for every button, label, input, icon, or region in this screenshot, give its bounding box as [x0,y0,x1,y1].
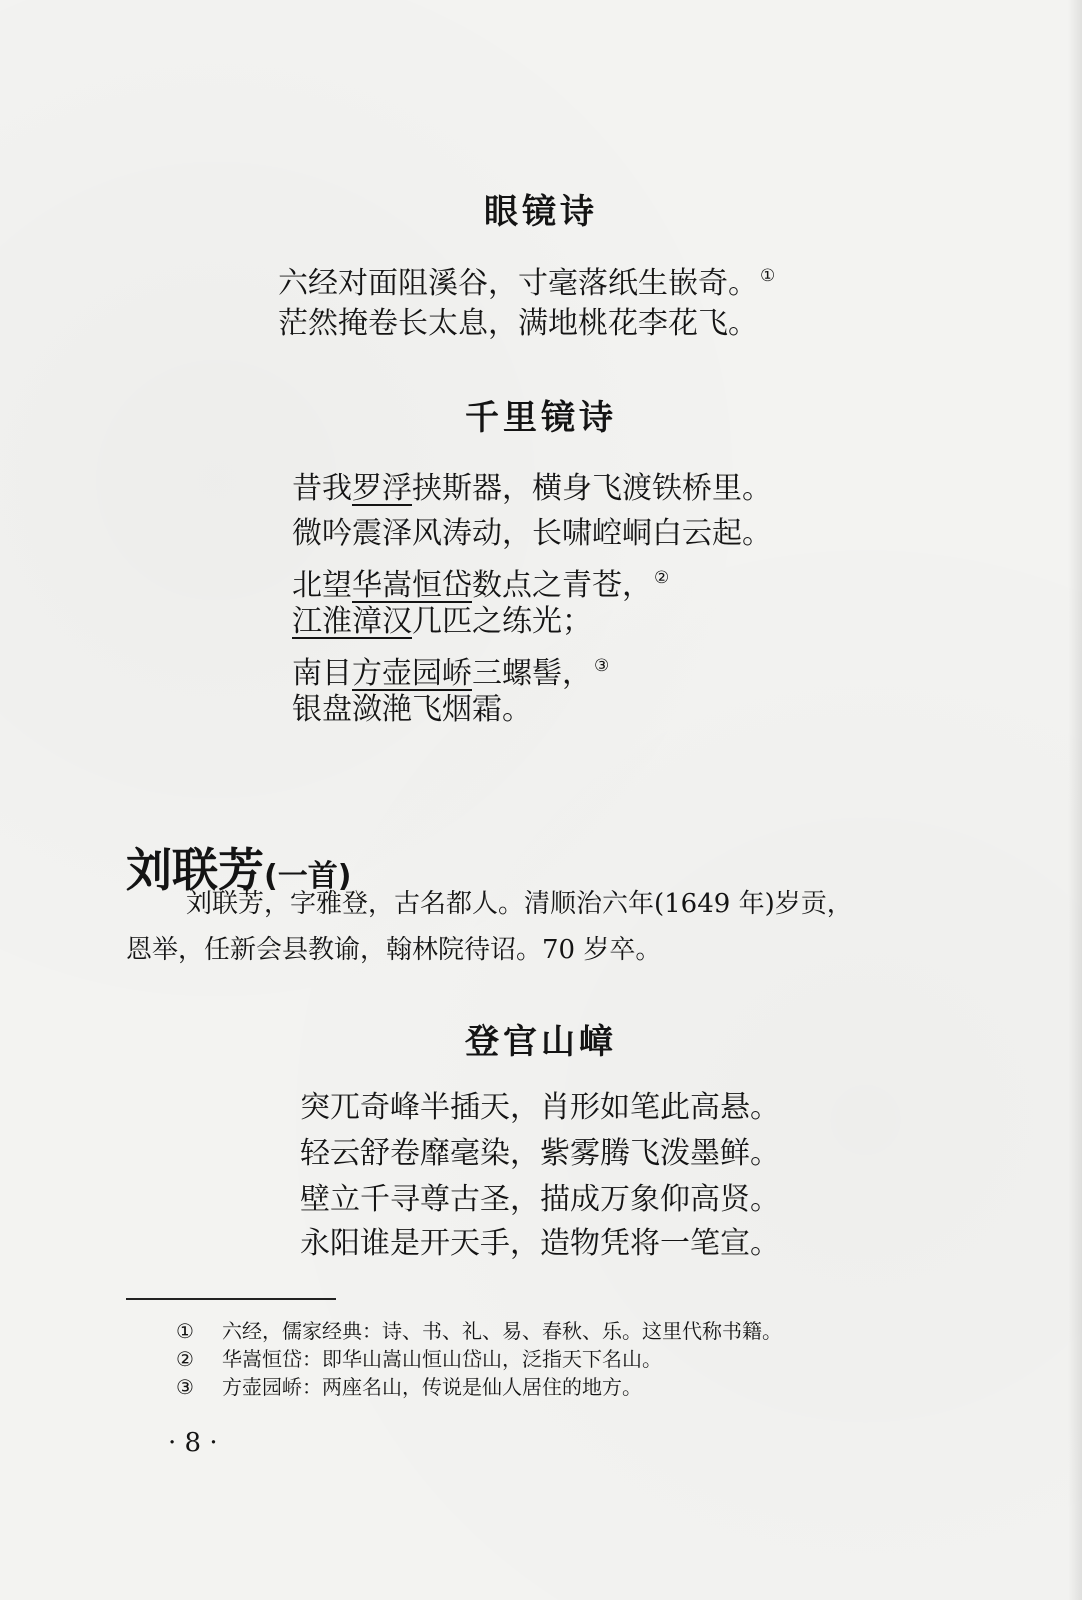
footnote-1-mark: ① [176,1319,194,1343]
poem2-line-4-part-b: 几匹之练光； [412,604,592,639]
place-name-dai: 岱 [442,568,472,603]
poem2-line-5-part-b: 三螺髻， [472,656,592,691]
poem2-line-4 [292,604,592,640]
footnote-1 [176,1318,782,1344]
poem2-line-6: 银盘潋滟飞烟霜。 [292,692,532,727]
page-number: · 8 · [168,1428,218,1458]
footnote-3 [176,1374,642,1400]
poem2-line-2: 微吟震泽风涛动，长啸崆峒白云起。 [292,516,772,551]
place-name-fanghu: 方壶 [352,656,412,691]
poem3-line-2: 轻云舒卷靡毫染，紫雾腾飞泼墨鲜。 [300,1136,780,1171]
place-name-luofu: 罗浮 [352,471,412,506]
footnote-2 [176,1346,662,1372]
place-name-heng: 恒 [412,568,442,603]
author-bio-line-2: 恩举，任新会县教谕，翰林院待诏。70 岁卒。 [126,935,662,965]
footnote-ref-3: ③ [594,656,610,676]
author-name: 刘联芳 [126,843,264,897]
river-name-huai: 淮 [322,604,352,639]
poem3-line-1: 突兀奇峰半插天，肖形如笔此高悬。 [300,1090,780,1125]
poem2-line-3-part-a: 北望 [292,568,352,603]
footnote-1-text: 六经，儒家经典：诗、书、礼、易、春秋、乐。这里代称书籍。 [222,1319,782,1343]
poem2-line-3-part-b: 数点之青苍， [472,568,652,603]
poem2-line-5 [292,648,609,692]
footnote-3-text: 方壶园峤：两座名山，传说是仙人居住的地方。 [222,1375,642,1399]
poem-title-glasses: 眼镜诗 [484,192,598,232]
poem3-line-3: 壁立千寻尊古圣，描成万象仰高贤。 [300,1182,780,1217]
poem2-line-1-part-a: 昔我 [292,471,352,506]
poem2-line-1-part-b: 挟斯器，横身飞渡铁桥里。 [412,471,772,506]
author-bio-line-1: 刘联芳，字雅登，古名都人。清顺治六年(1649 年)岁贡， [186,889,853,919]
footnote-2-text: 华嵩恒岱：即华山嵩山恒山岱山，泛指天下名山。 [222,1347,662,1371]
river-name-jiang: 江 [292,604,322,639]
footnote-2-mark: ② [176,1347,194,1371]
place-name-yuanqiao: 园峤 [412,656,472,691]
poem1-line-1-text: 六经对面阻溪谷，寸毫落纸生嵌奇。 [278,266,758,301]
place-name-song: 嵩 [382,568,412,603]
footnote-ref-2: ② [654,568,670,588]
poem-title-guanshan: 登官山嶂 [465,1022,617,1062]
poem2-line-5-part-a: 南目 [292,656,352,691]
poem-title-telescope: 千里镜诗 [465,398,617,438]
place-name-hua: 华 [352,568,382,603]
poem1-line-1 [278,258,775,302]
poem2-line-1 [292,471,772,507]
footnote-ref-1: ① [760,266,776,286]
page-edge-shadow [1068,0,1082,1600]
poem2-line-3 [292,560,669,604]
poem1-line-2: 茫然掩卷长太息，满地桃花李花飞。 [278,306,758,341]
footnote-3-mark: ③ [176,1375,194,1399]
river-name-zhang: 漳 [352,604,382,639]
poem3-line-4: 永阳谁是开天手，造物凭将一笔宣。 [300,1226,780,1261]
poem-count: (一首) [264,859,352,894]
footnote-divider [126,1298,336,1300]
river-name-han: 汉 [382,604,412,639]
